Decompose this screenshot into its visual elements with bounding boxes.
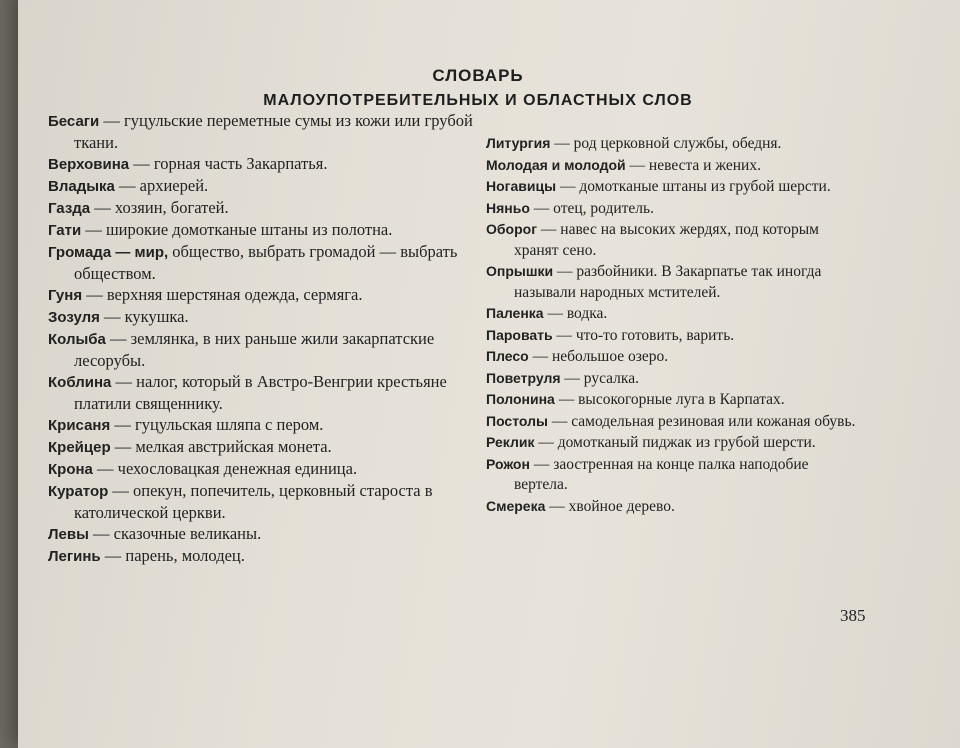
- entry-term: Верховина: [48, 156, 130, 173]
- entry-definition: — сказочные великаны.: [88, 524, 262, 543]
- dictionary-entry: [48, 414, 478, 436]
- entry-definition: — невеста и жених.: [625, 156, 761, 174]
- entry-definition: — верхняя шерстяная одежда, сермяга.: [82, 285, 363, 304]
- dictionary-entry: [486, 155, 866, 177]
- entry-definition: — навес на высоких жердях, под которым хранят сено.: [514, 221, 819, 259]
- entry-definition: — мелкая австрийская монета.: [110, 437, 332, 456]
- entry-definition: — высокогорные луга в Карпатах.: [554, 391, 785, 408]
- entry-definition: — гуцульские переметные сумы из кожи или грубой ткани.: [74, 111, 473, 152]
- entry-term: Опрышки: [486, 263, 554, 279]
- right-column: [486, 133, 866, 517]
- entry-definition: — хвойное дерево.: [545, 497, 675, 515]
- entry-definition: — хозяин, богатей.: [90, 198, 229, 217]
- dictionary-entry: [486, 389, 866, 411]
- entry-term: Владыка: [48, 178, 115, 195]
- entry-term: Колыба: [48, 331, 106, 348]
- dictionary-entry: [486, 368, 866, 390]
- dictionary-entry: [486, 454, 866, 496]
- entry-definition: — кукушка.: [99, 307, 189, 326]
- dictionary-entry: [486, 133, 866, 155]
- dictionary-entry: [48, 241, 478, 284]
- entry-term: Громада — мир,: [48, 244, 169, 261]
- entry-term: Плесо: [486, 348, 529, 364]
- dictionary-entry: [48, 545, 478, 567]
- entry-definition: — горная часть Закарпатья.: [129, 154, 328, 173]
- entry-definition: — опекун, попечитель, церковный староста в католической церкви.: [74, 481, 433, 522]
- entry-term: Литургия: [486, 135, 551, 151]
- entry-term: Газда: [48, 200, 91, 217]
- dictionary-entry: [48, 153, 478, 175]
- entry-definition: — разбойники. В Закарпатье так иногда называли народных мстителей.: [514, 263, 822, 301]
- dictionary-entry: [486, 198, 866, 220]
- entry-term: Куратор: [48, 483, 109, 500]
- dictionary-entry: [48, 523, 478, 545]
- dictionary-entry: [48, 436, 478, 458]
- entry-definition: общество, выбрать громадой — выбрать обществом.: [74, 242, 458, 283]
- dictionary-entry: [486, 325, 866, 347]
- entry-definition: — что-то готовить, варить.: [552, 326, 735, 344]
- dictionary-entry: [486, 496, 866, 518]
- entry-definition: — домотканые штаны из грубой шерсти.: [556, 178, 831, 195]
- entry-term: Зозуля: [48, 309, 100, 326]
- dictionary-entry: [486, 346, 866, 368]
- entry-definition: — отец, родитель.: [529, 199, 654, 217]
- left-column: [48, 110, 478, 567]
- page-number: 385: [840, 606, 866, 625]
- entry-definition: — русалка.: [560, 369, 639, 387]
- entry-term: Оборог: [486, 221, 538, 237]
- entry-term: Реклик: [486, 434, 535, 450]
- dictionary-entry: [486, 411, 866, 433]
- entry-term: Полонина: [486, 391, 555, 407]
- entry-term: Левы: [48, 526, 89, 543]
- entry-term: Гуня: [48, 287, 83, 304]
- entry-definition: — водка.: [543, 305, 608, 322]
- entry-definition: — архиерей.: [114, 176, 209, 195]
- entry-definition: — самодельная резиновая или кожаная обувь.: [547, 412, 856, 430]
- entry-term: Рожон: [486, 455, 530, 472]
- entry-definition: — род церковной службы, обедня.: [550, 135, 782, 152]
- title-block: [198, 66, 758, 110]
- dictionary-entry: [48, 110, 478, 153]
- entry-term: Крейцер: [48, 439, 111, 456]
- page-title: СЛОВАРЬ: [432, 66, 524, 85]
- dictionary-entry: [48, 328, 478, 371]
- dictionary-entry: [48, 480, 478, 523]
- entry-definition: — заостренная на конце палка наподобие вертела.: [514, 455, 809, 493]
- dictionary-entry: [48, 175, 478, 197]
- dictionary-entry: [48, 458, 478, 480]
- entry-term: Бесаги: [48, 113, 100, 130]
- page-subtitle: МАЛОУПОТРЕБИТЕЛЬНЫХ И ОБЛАСТНЫХ СЛОВ: [263, 92, 693, 109]
- entry-definition: — парень, молодец.: [100, 546, 245, 565]
- dictionary-entry: [486, 432, 866, 454]
- entry-term: Крона: [48, 461, 93, 478]
- dictionary-entry: [48, 197, 478, 219]
- entry-term: Коблина: [48, 374, 112, 391]
- entry-term: Паленка: [486, 305, 544, 321]
- entry-definition: — гуцульская шляпа с пером.: [110, 415, 324, 434]
- dictionary-entry: [48, 219, 478, 241]
- entry-term: Легинь: [48, 548, 101, 565]
- book-page: [18, 0, 960, 748]
- dictionary-entry: [486, 261, 866, 303]
- entry-term: Смерека: [486, 497, 546, 514]
- entry-definition: — широкие домотканые штаны из полотна.: [81, 220, 393, 239]
- entry-definition: — налог, который в Австро-Венгрии крестьяне платили священнику.: [74, 372, 447, 413]
- entry-term: Ногавицы: [486, 178, 557, 194]
- dictionary-entry: [48, 306, 478, 328]
- entry-term: Паровать: [486, 326, 553, 343]
- entry-term: Поветруля: [486, 369, 561, 386]
- dictionary-entry: [486, 176, 866, 198]
- entry-definition: — землянка, в них раньше жили закарпатские лесорубы.: [74, 329, 435, 370]
- entry-term: Постолы: [486, 412, 548, 429]
- entry-definition: — домотканый пиджак из грубой шерсти.: [534, 434, 816, 451]
- entry-definition: — чехословацкая денежная единица.: [92, 459, 358, 478]
- entry-definition: — небольшое озеро.: [528, 348, 669, 365]
- dictionary-entry: [486, 219, 866, 261]
- dictionary-entry: [48, 371, 478, 414]
- entry-term: Крисаня: [48, 417, 111, 434]
- dictionary-entry: [486, 303, 866, 325]
- entry-term: Гати: [48, 222, 82, 239]
- entry-term: Няньо: [486, 199, 530, 216]
- dictionary-entry: [48, 284, 478, 306]
- entry-term: Молодая и молодой: [486, 156, 626, 173]
